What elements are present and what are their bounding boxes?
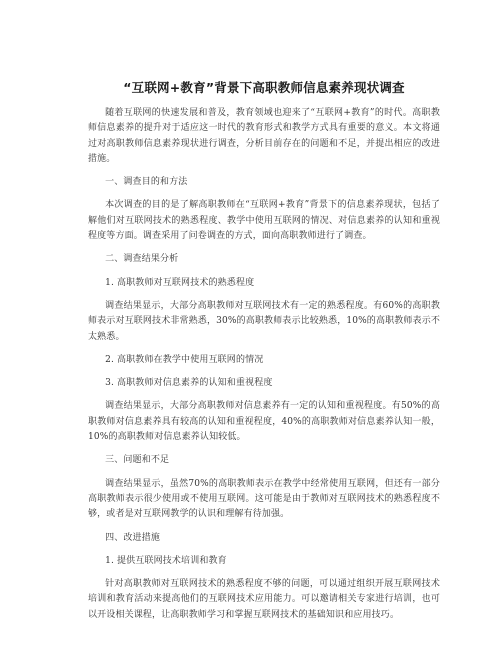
section-4-heading: 四、改进措施 [105, 532, 160, 543]
section-1-heading: 一、调查目的和方法 [105, 177, 188, 188]
section-2-heading: 二、调查结果分析 [105, 254, 179, 265]
section-2-2-heading: 2. 高职教师在教学中使用互联网的情况 [105, 354, 264, 365]
section-1-body: 本次调查的目的是了解高职教师在“互联网+教育”背景下的信息素养现状，包括了解他们对互联网技术的熟悉程度、教学中使用互联网的情况、对信息素养的认知和重视程度等方面。调查采用了问卷调查的方式，面向高职教师进行了调查。 [88, 200, 440, 242]
intro-paragraph: 随着互联网的快速发展和普及，教育领域也迎来了“互联网+教育”的时代。高职教师信息素养的提升对于适应这一时代的教育形式和教学方式具有重要的意义。本文将通过对高职教师信息素养现状进行调查，分析目前存在的问题和不足，并提出相应的改进措施。 [88, 108, 440, 164]
section-4-1-heading: 1. 提供互联网技术培训和教育 [105, 555, 227, 566]
document-title: “互联网+教育”背景下高职教师信息素养现状调查 [123, 80, 405, 95]
section-3-heading: 三、问题和不足 [105, 455, 170, 466]
section-4-1-body: 针对高职教师对互联网技术的熟悉程度不够的问题，可以通过组织开展互联网技术培训和教育活动来提高他们的互联网技术应用能力。可以邀请相关专家进行培训，也可以开设相关课程，让高职教师学习和掌握互联网技术的基础知识和应用技巧。 [88, 579, 440, 620]
section-3-body: 调查结果显示，虽然70%的高职教师表示在教学中经常使用互联网，但还有一部分高职教师表示很少使用或不使用互联网。这可能是由于教师对互联网技术的熟悉程度不够，或者是对互联网教学的认识和理解有待加强。 [88, 478, 440, 520]
section-2-1-body: 调查结果显示，大部分高职教师对互联网技术有一定的熟悉程度。有60%的高职教师表示对互联网技术非常熟悉，30%的高职教师表示比较熟悉，10%的高职教师表示不太熟悉。 [88, 300, 441, 342]
section-2-3-body: 调查结果显示，大部分高职教师对信息素养有一定的认知和重视程度。有50%的高职教师对信息素养具有较高的认知和重视程度，40%的高职教师对信息素养认知一般，10%的高职教师对信息素养认知较低。 [88, 401, 440, 443]
section-2-3-heading: 3. 高职教师对信息素养的认知和重视程度 [105, 378, 273, 389]
section-2-1-heading: 1. 高职教师对互联网技术的熟悉程度 [105, 277, 255, 288]
